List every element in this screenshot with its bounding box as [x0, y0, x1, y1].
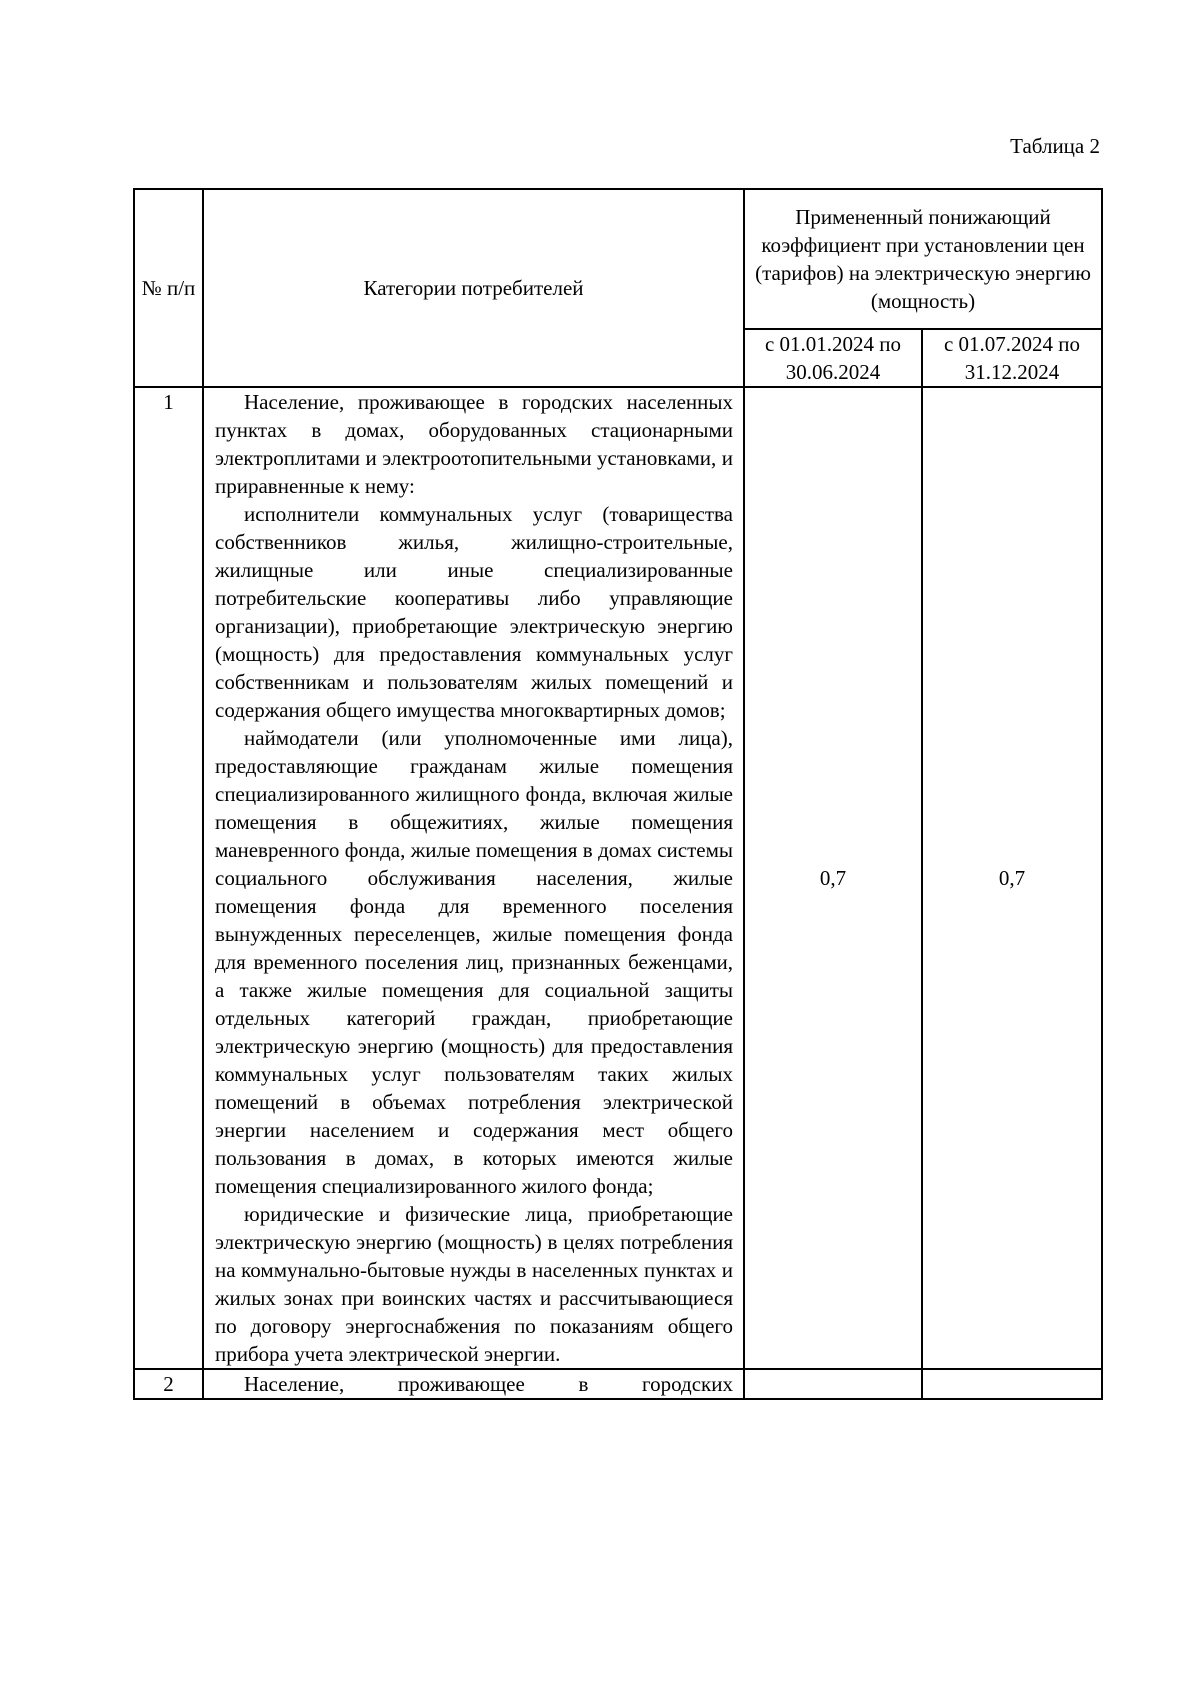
table-row: [134, 387, 1102, 1369]
category-paragraph: наймодатели (или уполномоченные ими лица), предоставляющие гражданам жилые помещения специализированного жилищного фонда, включая жилые помещения в общежитиях, жилые помещения маневренного фонда, жилые помещения в домах системы социального обслуживания населения, жилые помещения фонда для временного поселения вынужденных переселенцев, жилые помещения фонда для временного поселения лиц, признанных беженцами, а также жилые помещения для социальной защиты отдельных категорий граждан, приобретающие электрическую энергию (мощность) для предоставления коммунальных услуг пользователям таких жилых помещений в объемах потребления электрической энергии населением и содержания мест общего пользования в домах, в которых имеются жилые помещения специализированного жилого фонда;: [215, 726, 733, 1198]
table-caption: Таблица 2: [1010, 134, 1100, 158]
coefficient-table: [133, 188, 1103, 1400]
category-paragraph: Население, проживающее в городских: [244, 1372, 733, 1396]
row-value-period-2: 0,7: [922, 387, 1102, 1369]
header-coefficient: Примененный понижающий коэффициент при установлении цен (тарифов) на электрическую энергию (мощность): [744, 189, 1102, 329]
table-header-row: [134, 189, 1102, 329]
row-value-period-1: 0,7: [744, 387, 922, 1369]
category-paragraph: исполнители коммунальных услуг (товарищества собственников жилья, жилищно-строительные, жилищные или иные специализированные потребительские кооперативы либо управляющие организации), приобретающие электрическую энергию (мощность) для предоставления коммунальных услуг собственникам и пользователям жилых помещений и содержания общего имущества многоквартирных домов;: [215, 502, 733, 722]
header-number: № п/п: [134, 189, 203, 387]
header-period-1: с 01.01.2024 по 30.06.2024: [744, 329, 922, 387]
header-period-2: с 01.07.2024 по 31.12.2024: [922, 329, 1102, 387]
category-paragraph: Население, проживающее в городских населенных пунктах в домах, оборудованных стационарными электроплитами и электроотопительными установками, и приравненные к нему:: [215, 390, 733, 498]
row-number: 2: [134, 1369, 203, 1399]
row-value-period-1: [744, 1369, 922, 1399]
header-category: Категории потребителей: [203, 189, 744, 387]
row-value-period-2: [922, 1369, 1102, 1399]
table-row: [134, 1369, 1102, 1399]
row-category: [203, 1369, 744, 1399]
row-number: 1: [134, 387, 203, 1369]
category-paragraph: юридические и физические лица, приобретающие электрическую энергию (мощность) в целях потребления на коммунально-бытовые нужды в населенных пунктах и жилых зонах при воинских частях и рассчитывающиеся по договору энергоснабжения по показаниям общего прибора учета электрической энергии.: [215, 1202, 733, 1366]
row-category: [203, 387, 744, 1369]
